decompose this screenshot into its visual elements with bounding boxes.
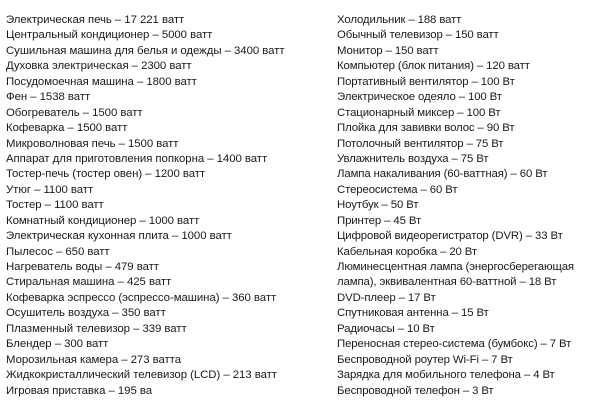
list-item: лампа), эквивалентная 60-ваттной – 18 Вт	[337, 276, 557, 289]
list-item: Центральный кондиционер – 5000 ватт	[6, 29, 213, 42]
list-item: Стереосистема – 60 Вт	[337, 183, 458, 196]
list-item: Ноутбук – 50 Вт	[337, 199, 419, 212]
list-item: Электрическая кухонная плита – 1000 ватт	[6, 230, 232, 243]
list-item: Тостер-печь (тостер овен) – 1200 ватт	[6, 168, 206, 181]
list-item: Микроволновая печь – 1500 ватт	[6, 137, 179, 150]
list-item: Холодильник – 188 ватт	[337, 14, 462, 26]
list-item: Цифровой видеорегистратор (DVR) – 33 Вт	[337, 230, 563, 243]
list-item: Обогреватель – 1500 ватт	[6, 106, 143, 119]
list-item: Увлажнитель воздуха – 75 Вт	[337, 152, 489, 165]
list-item: Радиочасы – 10 Вт	[337, 322, 435, 335]
list-item: Компьютер (блок питания) – 120 ватт	[337, 60, 530, 73]
list-item: Принтер – 45 Вт	[337, 214, 422, 227]
list-item: Спутниковая антенна – 15 Вт	[337, 307, 489, 320]
list-item: Электрическая печь – 17 221 ватт	[6, 14, 185, 26]
list-item: Блендер – 300 ватт	[6, 338, 109, 351]
list-item: DVD-плеер – 17 Вт	[337, 291, 436, 304]
list-item: Портативный вентилятор – 100 Вт	[337, 75, 515, 88]
list-item: Нагреватель воды – 479 ватт	[6, 261, 159, 273]
list-item: Пылесос – 650 ватт	[6, 245, 110, 258]
list-item: Беспроводной телефон – 3 Вт	[337, 384, 494, 397]
left-column	[6, 13, 326, 399]
list-item: Игровая приставка – 195 ва	[6, 384, 152, 397]
list-item: Кофеварка эспрессо (эспрессо-машина) – 360 ватт	[6, 291, 277, 304]
list-item: Потолочный вентилятор – 75 Вт	[337, 137, 504, 150]
list-item: Стиральная машина – 425 ватт	[6, 276, 172, 289]
list-item: Комнатный кондиционер – 1000 ватт	[6, 214, 200, 227]
list-item: Плазменный телевизор – 339 ватт	[6, 322, 187, 335]
list-item: Монитор – 150 ватт	[337, 44, 439, 57]
list-item: Жидкокристаллический телевизор (LCD) – 213 ватт	[6, 369, 277, 382]
list-item: Лампа накаливания (60-ваттная) – 60 Вт	[337, 168, 548, 181]
list-item: Обычный телевизор – 150 ватт	[337, 29, 499, 42]
list-item: Духовка электрическая – 2300 ватт	[6, 60, 192, 73]
list-item: Стационарный миксер – 100 Вт	[337, 106, 501, 119]
list-item: Аппарат для приготовления попкорна – 1400 ватт	[6, 152, 268, 165]
list-item: Кофеварка – 1500 ватт	[6, 122, 128, 135]
list-item: Сушильная машина для белья и одежды – 3400 ватт	[6, 44, 285, 57]
right-column	[337, 13, 599, 399]
list-item: Морозильная камера – 273 ватта	[6, 353, 182, 366]
list-item: Плойка для завивки волос – 90 Вт	[337, 122, 515, 135]
list-item: Беспроводной роутер Wi-Fi – 7 Вт	[337, 353, 513, 366]
list-item: Переносная стерео-система (бумбокс) – 7 Вт	[337, 338, 572, 351]
list-item: Люминесцентная лампа (энергосберегающая	[337, 261, 574, 273]
list-item: Посудомоечная машина – 1800 ватт	[6, 75, 197, 88]
list-item: Утюг – 1100 ватт	[6, 183, 94, 196]
list-item: Тостер – 1100 ватт	[6, 199, 104, 212]
list-item: Кабельная коробка – 20 Вт	[337, 245, 478, 258]
list-item: Фен – 1538 ватт	[6, 91, 91, 104]
list-item: Осушитель воздуха – 350 ватт	[6, 307, 166, 320]
list-item: Зарядка для мобильного телефона – 4 Вт	[337, 369, 555, 382]
list-item: Электрическое одеяло – 100 Вт	[337, 91, 502, 104]
